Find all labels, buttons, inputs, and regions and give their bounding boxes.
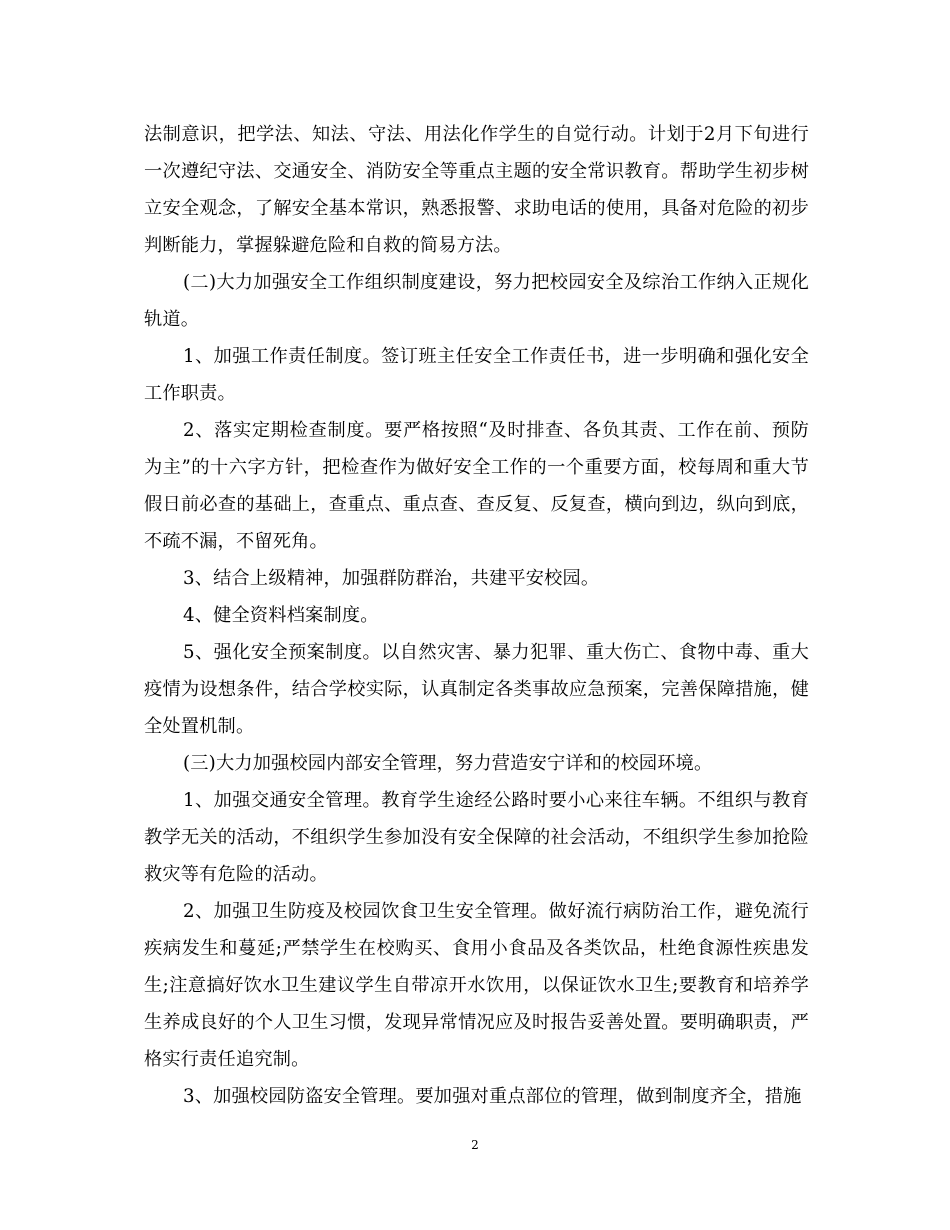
paragraph-item-traffic-safety: 1、加强交通安全管理。教育学生途经公路时要小心来往车辆。不组织与教育教学无关的活动，不组织学生参加没有安全保障的社会活动，不组织学生参加抢险救灾等有危险的活动。 [144, 790, 809, 885]
paragraph-section-two-heading: (二)大力加强安全工作组织制度建设，努力把校园安全及综治工作纳入正规化轨道。 [144, 272, 809, 330]
paragraph-section-three-heading: (三)大力加强校园内部安全管理，努力营造安宁详和的校园环境。 [183, 753, 713, 774]
paragraph-legal-awareness: 法制意识，把学法、知法、守法、用法化作学生的自觉行动。计划于2月下旬进行一次遵纪守法、交通安全、消防安全等重点主题的安全常识教育。帮助学生初步树立安全观念，了解安全基本常识，熟悉报警、求助电话的使用，具备对危险的初步判断能力，掌握躲避危险和自救的简易方法。 [144, 124, 809, 256]
page-number: 2 [471, 1138, 479, 1152]
paragraph-item-archives: 4、健全资料档案制度。 [183, 605, 379, 626]
paragraph-item-joint-prevention: 3、结合上级精神，加强群防群治，共建平安校园。 [183, 568, 600, 589]
paragraph-item-emergency-plans: 5、强化安全预案制度。以自然灾害、暴力犯罪、重大伤亡、食物中毒、重大疫情为设想条件，结合学校实际，认真制定各类事故应急预案，完善保障措施，健全处置机制。 [144, 642, 809, 737]
paragraph-item-theft-prevention: 3、加强校园防盗安全管理。要加强对重点部位的管理，做到制度齐全，措施 [183, 1086, 802, 1107]
document-body [144, 116, 809, 1115]
paragraph-item-responsibility: 1、加强工作责任制度。签订班主任安全工作责任书，进一步明确和强化安全工作职责。 [144, 346, 809, 404]
paragraph-item-inspection: 2、落实定期检查制度。要严格按照“及时排查、各负其责、工作在前、预防为主”的十六字方针，把检查作为做好安全工作的一个重要方面，校每周和重大节假日前必查的基础上，查重点、重点查、查反复、反复查，横向到边，纵向到底，不疏不漏，不留死角。 [144, 420, 809, 552]
paragraph-item-health-food-safety: 2、加强卫生防疫及校园饮食卫生安全管理。做好流行病防治工作，避免流行疾病发生和蔓延;严禁学生在校购买、食用小食品及各类饮品，杜绝食源性疾患发生;注意搞好饮水卫生建议学生自带凉开水饮用，以保证饮水卫生;要教育和培养学生养成良好的个人卫生习惯，发现异常情况应及时报告妥善处置。要明确职责，严格实行责任追究制。 [144, 901, 809, 1070]
